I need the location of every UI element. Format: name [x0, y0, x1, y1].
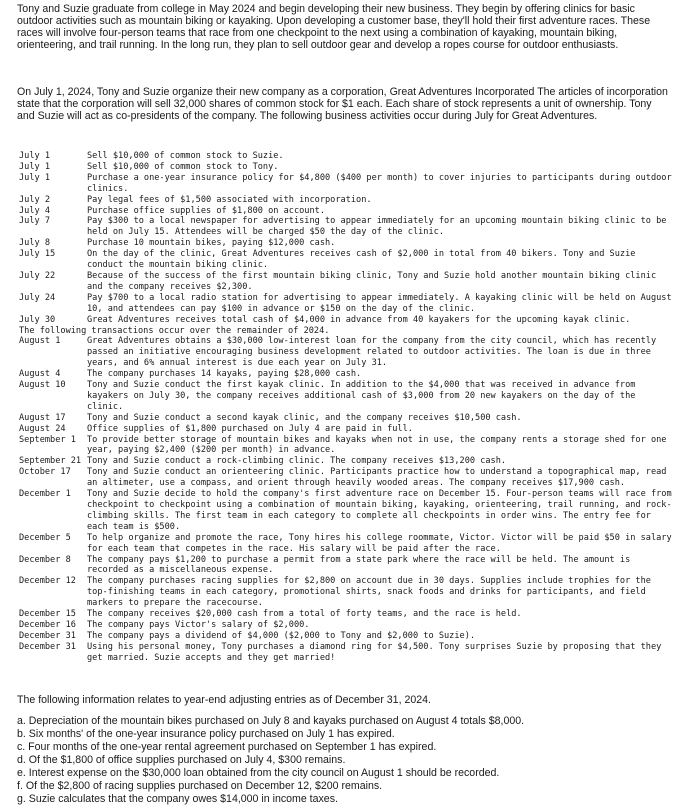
transaction-row — [19, 609, 675, 620]
transaction-row — [19, 435, 675, 457]
transaction-date: July 4 — [19, 205, 51, 216]
transaction-date: July 1 — [19, 151, 51, 161]
transaction-text: Purchase office supplies of $1,800 on account. — [87, 205, 325, 216]
transaction-text: Tony and Suzie conduct an orienteering clinic. Participants practice how to understand a topographical map, read an altimeter, use a compass, and orient through heavily wooded areas. The company receives $17,900 cash. — [87, 467, 667, 489]
transaction-row — [19, 293, 675, 315]
adjusting-entry: d. Of the $1,800 of office supplies purchased on July 4, $300 remains. — [17, 754, 346, 766]
transaction-text: Tony and Suzie conduct a second kayak clinic, and the company receives $10,500 cash. — [87, 412, 522, 423]
transaction-date: December 16 — [19, 619, 76, 630]
transaction-text: Great Adventures obtains a $30,000 low-interest loan for the company from the city council, which has recently passed an initiative encouraging business development related to outdoor activities. The loan is due in three years, and 6% annual interest is due each year on July 31. — [87, 336, 657, 369]
transaction-text: The company receives $20,000 cash from a total of forty teams, and the race is held. — [87, 609, 522, 620]
transaction-text: Because of the success of the first mountain biking clinic, Tony and Suzie hold another mountain biking clinic and the company receives $2,300. — [87, 270, 657, 292]
later-transactions — [19, 336, 675, 663]
transaction-date: August 10 — [19, 380, 66, 391]
transaction-text: The company pays a dividend of $4,000 ($2,000 to Tony and $2,000 to Suzie). — [87, 630, 476, 641]
transaction-date: September 21 — [19, 456, 82, 467]
transactions-separator: The following transactions occur over the remainder of 2024. — [19, 325, 330, 336]
adjusting-entry: e. Interest expense on the $30,000 loan obtained from the city council on August 1 should be recorded. — [17, 767, 500, 779]
transaction-row — [19, 216, 675, 238]
transaction-text: Pay legal fees of $1,500 associated with incorporation. — [87, 194, 372, 205]
transaction-date: August 24 — [19, 423, 66, 434]
transaction-date: December 15 — [19, 609, 76, 620]
adjusting-heading: The following information relates to year-end adjusting entries as of December 31, 2024. — [17, 694, 431, 706]
transaction-date: December 5 — [19, 532, 71, 543]
transaction-date: July 30 — [19, 314, 56, 325]
transaction-date: July 1 — [19, 172, 51, 183]
transaction-date: September 1 — [19, 434, 76, 445]
transaction-date: July 24 — [19, 292, 56, 303]
transaction-row — [19, 238, 675, 249]
transaction-row — [19, 576, 675, 609]
intro-paragraph-incorporation: On July 1, 2024, Tony and Suzie organize their new company as a corporation, Great Adventures Incorporated The articles of incorporation state that the corporation will sell 32,000 shares of common stock for $1 each. Each share of stock represents a unit of ownership. Tony and Suzie will act as co-presidents of the company. The following business activities occur during July for Great Adventures. — [17, 86, 668, 123]
transaction-text: Pay $300 to a local newspaper for advertising to appear immediately for an upcoming mountain biking clinic to be held on July 15. Attendees will be charged $50 the day of the clinic. — [87, 216, 667, 238]
transaction-date: December 31 — [19, 630, 76, 641]
transaction-row — [19, 631, 675, 642]
transaction-list — [19, 151, 675, 664]
transaction-date: July 15 — [19, 249, 56, 260]
transaction-text: Sell $10,000 of common stock to Tony. — [87, 161, 279, 172]
transaction-text: To help organize and promote the race, Tony hires his college roommate, Victor. Victor will be paid $50 in salary for each team that competes in the race. His salary will be paid after the race. — [87, 532, 672, 554]
transaction-date: July 7 — [19, 216, 51, 227]
adjusting-entry: g. Suzie calculates that the company owes $14,000 in income taxes. — [17, 793, 338, 805]
transaction-date: October 17 — [19, 467, 71, 478]
transaction-date: December 31 — [19, 641, 76, 652]
transaction-date: December 8 — [19, 554, 71, 565]
transaction-text: Sell $10,000 of common stock to Suzie. — [87, 151, 284, 161]
adjusting-entry: f. Of the $2,800 of racing supplies purchased on December 12, $200 remains. — [17, 780, 383, 792]
transaction-text: The company purchases 14 kayaks, paying $28,000 cash. — [87, 369, 362, 380]
transaction-text: Purchase 10 mountain bikes, paying $12,000 cash. — [87, 238, 336, 249]
transaction-text: On the day of the clinic, Great Adventures receives cash of $2,000 in total from 40 bikers. Tony and Suzie conduct the mountain biking clinic. — [87, 249, 636, 271]
adjusting-entries-list — [17, 715, 669, 806]
transaction-row — [19, 467, 675, 489]
transaction-row — [19, 555, 675, 577]
transaction-row — [19, 206, 675, 217]
transaction-row — [19, 424, 675, 435]
transaction-text: Tony and Suzie decide to hold the company's first adventure race on December 15. Four-person teams will race from checkpoint to checkpoint using a combination of mountain biking, kayaking, orienteering, trail running, and rock-climbing skills. The first team in each category to complete all checkpoints in order wins. The entry fee for each team is $500. — [87, 489, 672, 532]
transaction-row — [19, 620, 675, 631]
transaction-date: July 8 — [19, 238, 51, 249]
transaction-row — [19, 369, 675, 380]
transaction-text: Tony and Suzie conduct the first kayak clinic. In addition to the $4,000 that was received in advance from kayakers on July 30, the company receives additional cash of $3,000 from 20 new kayakers on the day of the clinic. — [87, 380, 636, 412]
transaction-text: Office supplies of $1,800 purchased on July 4 are paid in full. — [87, 423, 413, 434]
july-transactions — [19, 151, 675, 326]
transaction-text: Tony and Suzie conduct a rock-climbing clinic. The company receives $13,200 cash. — [87, 456, 507, 467]
transaction-row — [19, 195, 675, 206]
transaction-text: Pay $700 to a local radio station for advertising to appear immediately. A kayaking clinic will be held on August 10, and attendees can pay $100 in advance or $150 on the day of the clinic. — [87, 292, 672, 314]
transaction-row — [19, 489, 675, 533]
intro-paragraph-business: Tony and Suzie graduate from college in May 2024 and begin developing their new business. They begin by offering clinics for basic outdoor activities such as mountain biking or kayaking. Upon developing a customer base, they'll hold their first adventure races. These races will involve four-person teams that race from one checkpoint to the next using a combination of kayaking, mountain biking, orienteering, and trail running. In the long run, they plan to sell outdoor gear and develop a ropes course for outdoor enthusiasts. — [17, 3, 651, 52]
transaction-row — [19, 271, 675, 293]
transaction-row — [19, 533, 675, 555]
transaction-date: August 4 — [19, 369, 61, 380]
transaction-row — [19, 162, 675, 173]
transaction-row — [19, 642, 675, 664]
transaction-row — [19, 380, 675, 413]
transaction-text: The company pays $1,200 to purchase a permit from a state park where the race will be held. The amount is recorded as a miscellaneous expense. — [87, 554, 631, 576]
transaction-row — [19, 315, 675, 326]
transaction-row — [19, 456, 675, 467]
transaction-text: Purchase a one-year insurance policy for $4,800 ($400 per month) to cover injuries to participants during outdoor clinics. — [87, 172, 672, 194]
transaction-row — [19, 151, 675, 162]
transaction-text: Great Adventures receives total cash of $4,000 in advance from 40 kayakers for the upcoming kayak clinic. — [87, 314, 631, 325]
transaction-date: August 17 — [19, 412, 66, 423]
transaction-text: The company purchases racing supplies for $2,800 on account due in 30 days. Supplies include trophies for the top-finishing teams in each category, promotional shirts, snack foods and drinks for participants, and field markers to prepare the racecourse. — [87, 576, 651, 609]
transaction-row — [19, 413, 675, 424]
transaction-row — [19, 336, 675, 369]
transaction-text: Using his personal money, Tony purchases a diamond ring for $4,500. Tony surprises Suzie by proposing that they get married. Suzie accepts and they get married! — [87, 641, 662, 663]
transaction-date: July 22 — [19, 270, 56, 281]
transaction-date: July 1 — [19, 161, 51, 172]
transaction-date: December 1 — [19, 489, 71, 500]
transaction-row — [19, 249, 675, 271]
adjusting-entry: c. Four months of the one-year rental agreement purchased on September 1 has expired. — [17, 741, 437, 753]
adjusting-entry: b. Six months' of the one-year insurance policy purchased on July 1 has expired. — [17, 728, 395, 740]
transaction-text: To provide better storage of mountain bikes and kayaks when not in use, the company rents a storage shed for one year, paying $2,400 ($200 per month) in advance. — [87, 434, 667, 456]
adjusting-entry: a. Depreciation of the mountain bikes purchased on July 8 and kayaks purchased on August 4 totals $8,000. — [17, 715, 525, 727]
transaction-text: The company pays Victor's salary of $2,000. — [87, 619, 310, 630]
transaction-date: August 1 — [19, 336, 61, 347]
transaction-date: July 2 — [19, 194, 51, 205]
transaction-date: December 12 — [19, 576, 76, 587]
transaction-row — [19, 173, 675, 195]
